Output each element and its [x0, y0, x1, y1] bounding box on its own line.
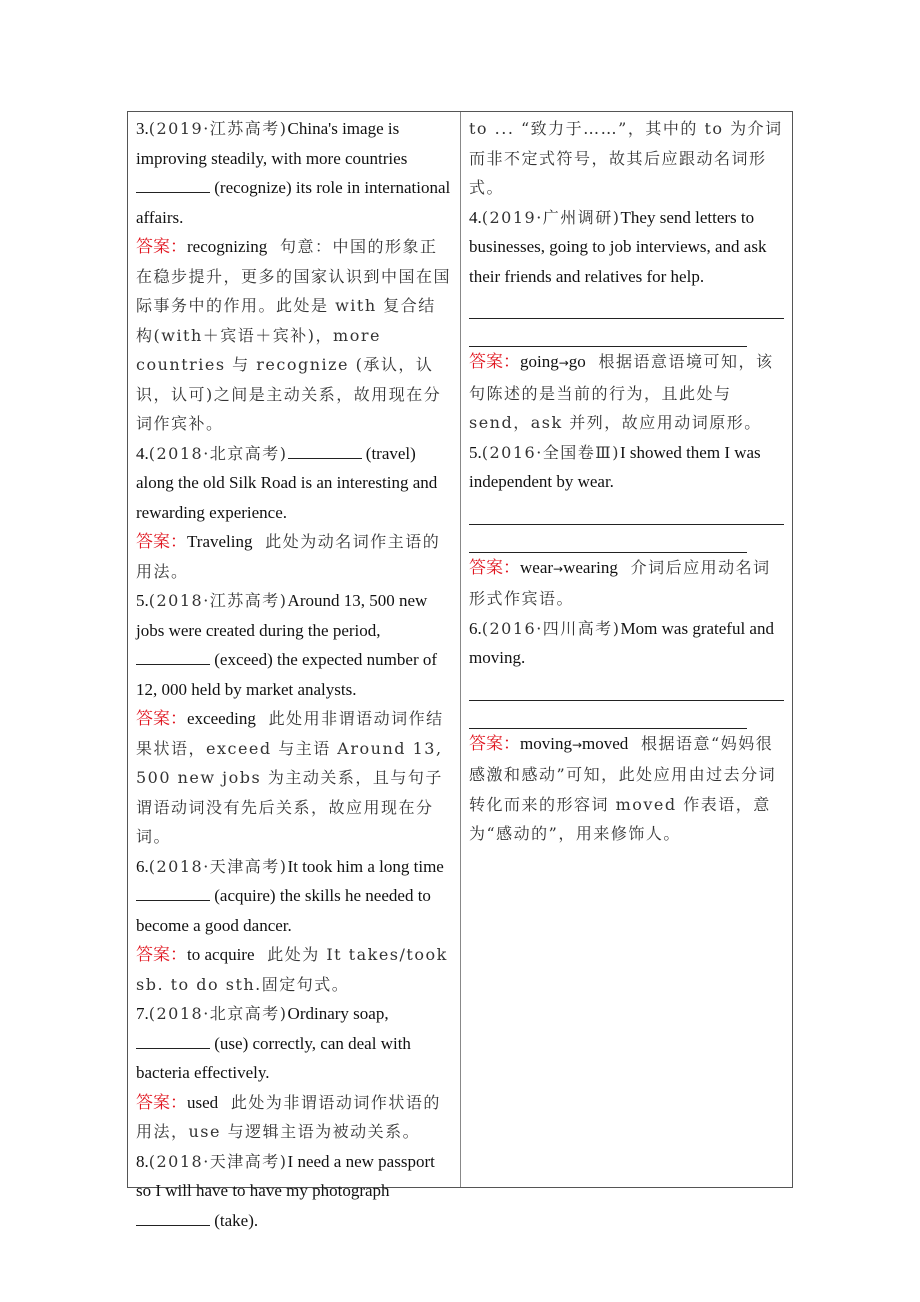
- answer-explanation: to ... “致力于……”，其中的 to 为介词而非不定式符号，故其后应跟动名词形式。: [469, 119, 783, 197]
- answer-6: [136, 940, 452, 999]
- arrow-right-icon: →: [553, 561, 564, 576]
- question-text: China's image is improving steadily, with more countries: [136, 119, 408, 168]
- answer-value: exceeding: [187, 709, 256, 728]
- question-source: (2018·北京高考): [148, 1004, 288, 1023]
- answer-explanation: 此处为动名词作主语的用法。: [136, 532, 441, 581]
- question-8: [136, 1147, 452, 1236]
- answer-explanation: 此处用非谓语动词作结果状语，exceed 与主语 Around 13, 500 new jobs 为主动关系，且与句子谓语动词没有先后关系，故应用现在分词。: [136, 709, 444, 846]
- answer-4: [469, 347, 784, 438]
- question-text: I need a new passport so I will have to have my photograph: [136, 1151, 435, 1200]
- question-number: 5.: [469, 442, 482, 462]
- fill-blank: [136, 1032, 210, 1049]
- answer-label: 答案：: [136, 1092, 187, 1112]
- question-number: 3.: [136, 119, 149, 138]
- question-source: (2016·全国卷Ⅲ): [481, 442, 620, 462]
- question-source: (2019·广州调研): [481, 207, 621, 227]
- answer-to: moved: [582, 733, 629, 753]
- question-text: I showed them I was independent by wear.: [469, 442, 761, 491]
- question-text: Around 13, 500 new jobs were created during the period,: [136, 591, 428, 640]
- question-4: [136, 439, 452, 528]
- question-source: (2019·江苏高考): [148, 119, 288, 138]
- fill-blank: [288, 442, 362, 459]
- question-source: (2018·江苏高考): [148, 591, 288, 610]
- answer-line: [469, 291, 784, 319]
- question-text: Ordinary soap,: [287, 1004, 389, 1023]
- arrow-right-icon: →: [571, 737, 583, 752]
- left-column: [128, 112, 461, 1230]
- fill-blank: [136, 648, 210, 665]
- answer-value: used: [187, 1092, 219, 1112]
- answer-7: [136, 1088, 452, 1147]
- question-text: (travel) along the old Silk Road is an interesting and rewarding experience.: [136, 443, 438, 522]
- question-source: (2018·北京高考): [148, 443, 288, 463]
- fill-blank: [136, 176, 210, 193]
- answer-value: Traveling: [187, 532, 253, 551]
- question-4: [469, 203, 784, 292]
- answer-label: 答案：: [136, 709, 187, 728]
- answer-to: go: [568, 352, 586, 371]
- question-number: 6.: [469, 618, 482, 638]
- question-source: (2016·四川高考): [481, 618, 621, 638]
- continued-explanation: [469, 114, 784, 203]
- question-text: (acquire) the skills he needed to become a good dancer.: [136, 886, 431, 935]
- answer-label: 答案：: [136, 945, 187, 964]
- answer-value: recognizing: [187, 237, 268, 256]
- question-text: (recognize) its role in international affairs.: [136, 178, 451, 227]
- question-text: It took him a long time: [287, 856, 444, 876]
- answer-5: [136, 704, 452, 852]
- question-7: [136, 999, 452, 1088]
- answer-to: wearing: [563, 557, 618, 577]
- right-column: [461, 112, 792, 1187]
- answer-label: 答案：: [136, 532, 187, 551]
- answer-explanation: 根据语意“妈妈很感激和感动”可知，此处应用由过去分词转化而来的形容词 moved 作表语，意为“感动的”，用来修饰人。: [469, 733, 777, 843]
- answer-from: going: [520, 352, 559, 371]
- answer-line: [469, 701, 747, 729]
- question-5: [469, 438, 784, 497]
- question-text: Mom was grateful and moving.: [469, 618, 774, 667]
- question-number: 5.: [136, 591, 149, 610]
- answer-line: [469, 525, 747, 553]
- answer-explanation: 介词后应用动名词形式作宾语。: [469, 557, 771, 608]
- question-number: 6.: [136, 856, 149, 876]
- answer-explanation: 根据语意语境可知，该句陈述的是当前的行为，且此处与 send，ask 并列，故应用动词原形。: [469, 352, 774, 432]
- answer-3: [136, 232, 452, 439]
- question-text: (take).: [214, 1210, 259, 1230]
- question-text: (exceed) the expected number of 12, 000 held by market analysts.: [136, 650, 438, 699]
- answer-explanation: 此处为非谓语动词作状语的用法，use 与逻辑主语为被动关系。: [136, 1092, 441, 1141]
- answer-from: wear: [520, 557, 554, 577]
- question-source: (2018·天津高考): [148, 1151, 288, 1171]
- answer-line: [469, 319, 747, 347]
- question-number: 8.: [136, 1151, 149, 1171]
- question-5: [136, 586, 452, 704]
- answer-line: [469, 673, 784, 701]
- answer-label: 答案：: [136, 237, 187, 256]
- fill-blank: [136, 1209, 210, 1226]
- answer-label: 答案：: [469, 557, 520, 577]
- answer-6: [469, 729, 784, 849]
- question-text: (use) correctly, can deal with bacteria effectively.: [136, 1033, 411, 1082]
- arrow-right-icon: →: [558, 356, 569, 370]
- question-3: [136, 114, 452, 232]
- question-text: They send letters to businesses, going to job interviews, and ask their friends and relatives for help.: [469, 207, 767, 286]
- exercise-table: [127, 111, 793, 1230]
- answer-value: to acquire: [187, 945, 255, 964]
- question-6: [469, 614, 784, 673]
- answer-explanation: 此处为 It takes/took sb. to do sth.固定句式。: [136, 945, 448, 994]
- question-number: 4.: [136, 443, 149, 463]
- question-6: [136, 852, 452, 941]
- answer-from: moving: [520, 733, 572, 753]
- question-number: 7.: [136, 1004, 149, 1023]
- answer-label: 答案：: [469, 733, 520, 753]
- answer-explanation: 句意：中国的形象正在稳步提升，更多的国家认识到中国在国际事务中的作用。此处是 with 复合结构(with＋宾语＋宾补)，more countries 与 recognize (承认，认识，认可)之间是主动关系，故用现在分词作宾补。: [136, 237, 452, 433]
- question-number: 4.: [469, 207, 482, 227]
- answer-5: [469, 553, 784, 614]
- answer-4: [136, 527, 452, 586]
- question-source: (2018·天津高考): [148, 856, 288, 876]
- answer-label: 答案：: [469, 352, 520, 371]
- answer-line: [469, 497, 784, 525]
- fill-blank: [136, 884, 210, 901]
